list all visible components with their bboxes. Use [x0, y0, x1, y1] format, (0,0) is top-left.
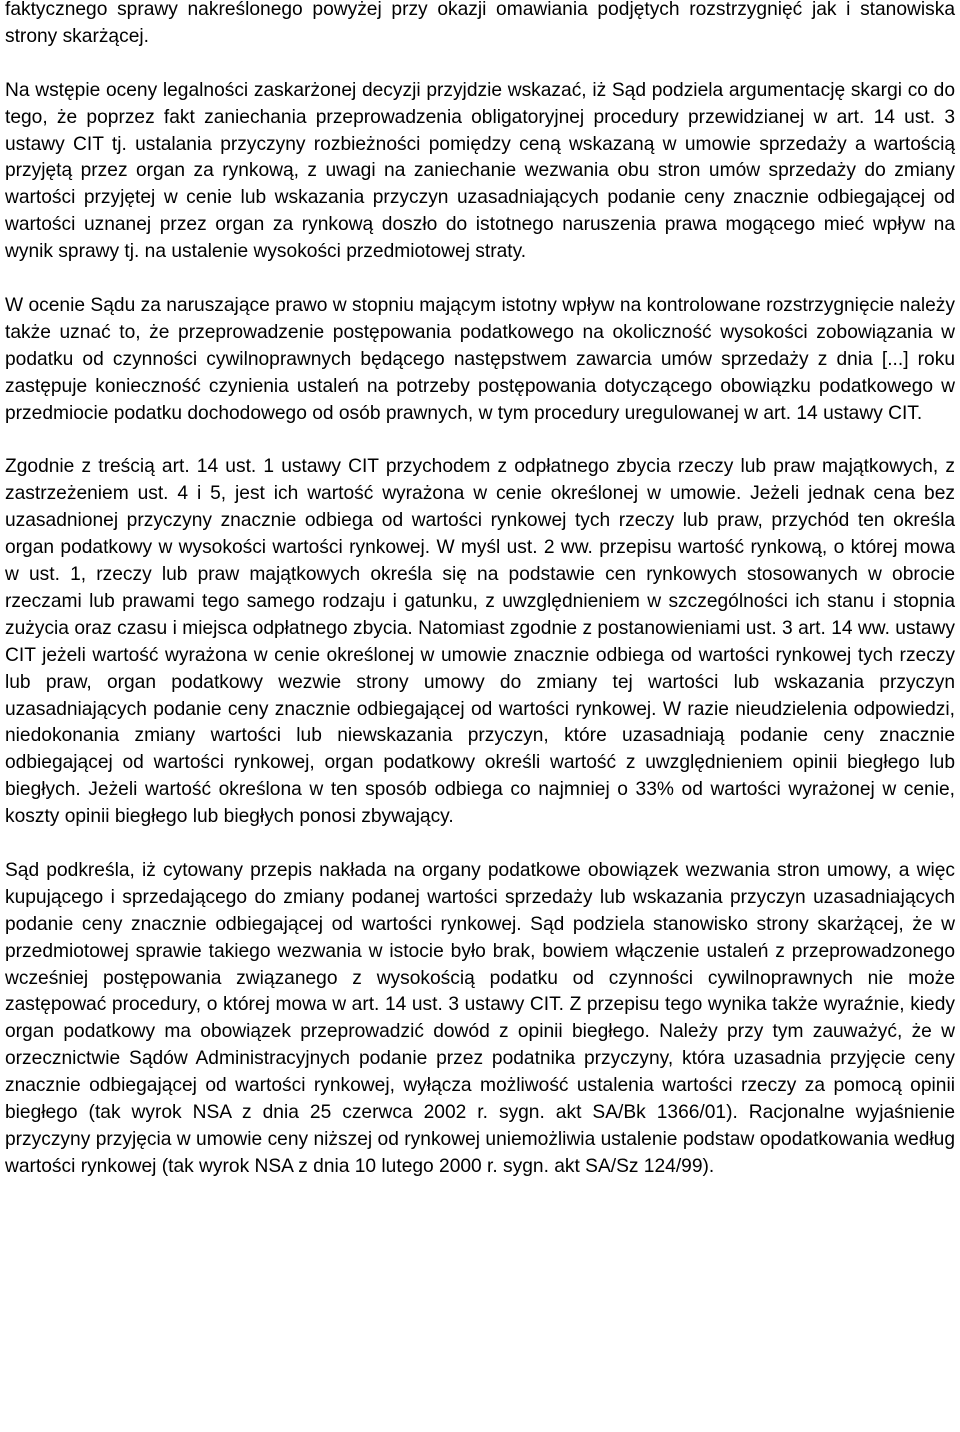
document-page: [5, 0, 955, 1181]
paragraph-4: Zgodnie z treścią art. 14 ust. 1 ustawy CIT przychodem z odpłatnego zbycia rzeczy lub praw majątkowych, z zastrzeżeniem ust. 4 i 5, jest ich wartość wyrażona w cenie określonej w umowie. Jeżeli jednak cena bez uzasadnionej przyczyny znacznie odbiega od wartości rynkowej tych rzeczy lub praw, przychód ten określa organ podatkowy w wysokości wartości rynkowej. W myśl ust. 2 ww. przepisu wartość rynkową, o której mowa w ust. 1, rzeczy lub praw majątkowych określa się na podstawie cen rynkowych stosowanych w obrocie rzeczami lub prawami tego samego rodzaju i gatunku, z uwzględnieniem w szczególności ich stanu i stopnia zużycia oraz czasu i miejsca odpłatnego zbycia. Natomiast zgodnie z postanowieniami ust. 3 art. 14 ww. ustawy CIT jeżeli wartość wyrażona w cenie określonej w umowie znacznie odbiega od wartości rynkowej tych rzeczy lub praw, organ podatkowy wezwie strony umowy do zmiany tej wartości lub wskazania przyczyn uzasadniających podanie ceny znacznie odbiegającej od wartości rynkowej. W razie nieudzielenia odpowiedzi, niedokonania zmiany wartości lub niewskazania przyczyn, które uzasadniają podanie ceny znacznie odbiegającej od wartości rynkowej, organ podatkowy określi wartość z uwzględnieniem opinii biegłego lub biegłych. Jeżeli wartość określona w ten sposób odbiega co najmniej o 33% od wartości wyrażonej w cenie, koszty opinii biegłego lub biegłych ponosi zbywający.: [5, 456, 955, 828]
paragraph-2: Na wstępie oceny legalności zaskarżonej decyzji przyjdzie wskazać, iż Sąd podziela argumentację skargi co do tego, że poprzez fakt zaniechania przeprowadzenia obligatoryjnej procedury przewidzianej w art. 14 ust. 3 ustawy CIT tj. ustalania przyczyny rozbieżności pomiędzy ceną wskazaną w umowie sprzedaży a wartością przyjętą przez organ za rynkową, z uwagi na zaniechanie wezwania obu stron umów sprzedaży do zmiany wartości przyjętej w cenie lub wskazania przyczyn uzasadniających podanie ceny znacznie odbiegającej od wartości uznanej przez organ za rynkową doszło do istotnego naruszenia prawa mogącego mieć wpływ na wynik sprawy tj. na ustalenie wysokości przedmiotowej straty.: [5, 79, 955, 263]
paragraph-1: faktycznego sprawy nakreślonego powyżej przy okazji omawiania podjętych rozstrzygnięć jak i stanowiska strony skarżącej.: [5, 0, 955, 47]
paragraph-5: Sąd podkreśla, iż cytowany przepis nakłada na organy podatkowe obowiązek wezwania stron umowy, a więc kupującego i sprzedającego do zmiany podanej wartości sprzedaży lub wskazania przyczyn uzasadniających podanie ceny znacznie odbiegającej od wartości rynkowej. Sąd podziela stanowisko strony skarżącej, że w przedmiotowej sprawie takiego wezwania w istocie było brak, bowiem włączenie ustaleń z przeprowadzonego wcześniej postępowania związanego z wysokością podatku od czynności cywilnoprawnych nie może zastępować procedury, o której mowa w art. 14 ust. 3 ustawy CIT. Z przepisu tego wynika także wyraźnie, kiedy organ podatkowy ma obowiązek przeprowadzić dowód z opinii biegłego. Należy przy tym zauważyć, że w orzecznictwie Sądów Administracyjnych podanie przez podatnika przyczyny, która uzasadnia przyjęcie ceny znacznie odbiegającej od wartości rynkowej, wyłącza możliwość ustalenia wartości rzeczy za pomocą opinii biegłego (tak wyrok NSA z dnia 25 czerwca 2002 r. sygn. akt SA/Bk 1366/01). Racjonalne wyjaśnienie przyczyny przyjęcia w umowie ceny niższej od rynkowej uniemożliwia ustalenie podstaw opodatkowania według wartości rynkowej (tak wyrok NSA z dnia 10 lutego 2000 r. sygn. akt SA/Sz 124/99).: [5, 859, 955, 1177]
paragraph-3: W ocenie Sądu za naruszające prawo w stopniu mającym istotny wpływ na kontrolowane rozstrzygnięcie należy także uznać to, że przeprowadzenie postępowania podatkowego na okoliczność wysokości zobowiązania w podatku od czynności cywilnoprawnych będącego następstwem zawarcia umów sprzedaży z dnia [...] roku zastępuje konieczność czynienia ustaleń na potrzeby postępowania dotyczącego obowiązku podatkowego w przedmiocie podatku dochodowego od osób prawnych, w tym procedury uregulowanej w art. 14 ustawy CIT.: [5, 294, 955, 424]
